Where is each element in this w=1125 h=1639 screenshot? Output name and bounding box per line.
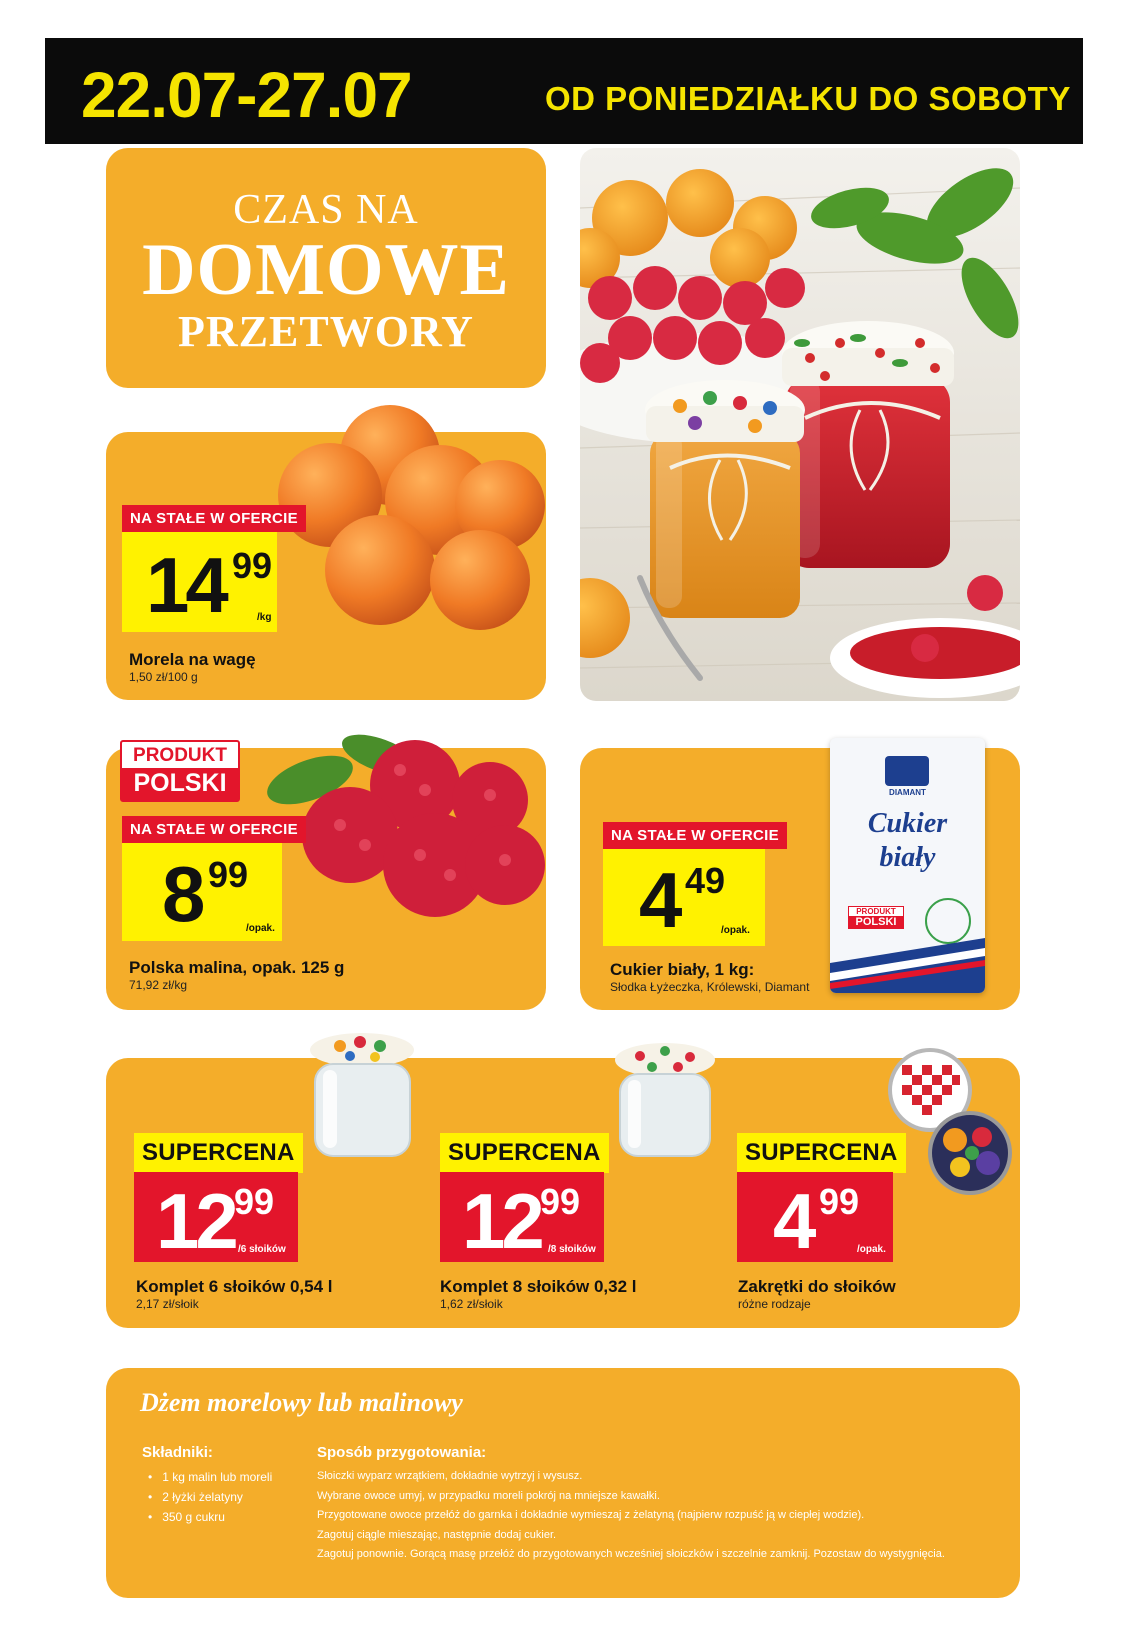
preparation-step: Przygotowane owoce przełóż do garnka i dokładnie wymieszaj z żelatyną (najpierw rozpuść ją w ciepłej wodzie).: [317, 1509, 865, 1521]
polish-product-badge: [120, 740, 240, 802]
product-brands: Słodka Łyżeczka, Królewski, Diamant: [610, 980, 810, 994]
hero-line-1: CZAS NA: [233, 187, 419, 233]
ingredients-list: [148, 1467, 272, 1527]
price-integer: 12: [156, 1177, 235, 1265]
sugar-bag-badge-top: PRODUKT: [856, 907, 896, 916]
jar-image: [610, 1040, 720, 1160]
product-name: Komplet 6 słoików 0,54 l: [136, 1277, 333, 1296]
price-unit: /8 słoików: [548, 1244, 596, 1255]
product-unit-price: 1,62 zł/słoik: [440, 1297, 503, 1311]
product-name: Morela na wagę: [129, 650, 256, 669]
price-integer: 14: [146, 541, 225, 629]
price-unit: /6 słoików: [238, 1244, 286, 1255]
offer-days: OD PONIEDZIAŁKU DO SOBOTY: [545, 80, 1071, 117]
sugar-bag-stripes: [830, 938, 985, 993]
preparation-step: Zagotuj ponownie. Gorącą masę przełóż do przygotowanych wcześniej słoiczków i szczelnie zamknij. Pozostaw do wystygnięcia.: [317, 1548, 945, 1560]
preparation-steps: [317, 1467, 945, 1565]
price-integer: 8: [162, 850, 202, 938]
sugar-bag-badge-bottom: POLSKI: [849, 916, 903, 928]
ingredient-item: • 1 kg malin lub moreli: [148, 1467, 272, 1487]
hero-line-2: DOMOWE: [142, 229, 510, 311]
ingredient-item: • 350 g cukru: [148, 1507, 272, 1527]
price-unit: /opak.: [857, 1244, 886, 1255]
ingredients-heading: Składniki:: [142, 1444, 213, 1461]
sugar-bag-brand: DIAMANT: [889, 788, 926, 797]
hero-panel: [106, 148, 546, 388]
product-description: różne rodzaje: [738, 1297, 811, 1311]
apricots-image: [270, 400, 550, 630]
price-unit: /kg: [257, 612, 272, 623]
price-box: [134, 1172, 298, 1265]
price-decimal: 99: [819, 1181, 860, 1222]
jam-jars-illustration: [580, 148, 1020, 701]
permanent-offer-tag: NA STAŁE W OFERCIE: [603, 822, 787, 849]
product-name: Zakrętki do słoików: [738, 1277, 896, 1296]
permanent-offer-tag: NA STAŁE W OFERCIE: [122, 505, 306, 532]
price-unit: /opak.: [246, 923, 275, 934]
price-integer: 4: [639, 856, 679, 944]
badge-top: PRODUKT: [133, 745, 227, 766]
sugar-bag-badge: [848, 906, 904, 929]
product-unit-price: 2,17 zł/słoik: [136, 1297, 199, 1311]
price-box: [122, 843, 282, 941]
price-box: [122, 532, 277, 632]
price-decimal: 99: [540, 1181, 581, 1222]
supercena-label: SUPERCENA: [737, 1133, 906, 1173]
price-decimal: 99: [232, 545, 273, 586]
jar-image: [305, 1030, 420, 1160]
product-name: Komplet 8 słoików 0,32 l: [440, 1277, 637, 1296]
price-integer: 4: [773, 1177, 813, 1265]
product-unit-price: 1,50 zł/100 g: [129, 670, 198, 684]
date-banner: [45, 38, 1083, 144]
preparation-step: Wybrane owoce umyj, w przypadku moreli pokrój na mniejsze kawałki.: [317, 1489, 660, 1502]
jam-jars-photo: [580, 148, 1020, 701]
price-unit: /opak.: [721, 925, 750, 936]
permanent-offer-tag: NA STAŁE W OFERCIE: [122, 816, 306, 843]
sugar-bag-image: [830, 738, 985, 993]
sugar-bag-title-1: Cukier: [867, 808, 948, 839]
price-integer: 12: [462, 1177, 541, 1265]
preparation-heading: Sposób przygotowania:: [317, 1444, 487, 1461]
price-decimal: 49: [685, 860, 726, 901]
price-box: [603, 849, 765, 946]
product-name: Cukier biały, 1 kg:: [610, 960, 755, 979]
supercena-label: SUPERCENA: [134, 1133, 303, 1173]
product-name: Polska malina, opak. 125 g: [129, 958, 345, 977]
hero-line-3: PRZETWORY: [178, 307, 474, 356]
offer-dates: 22.07-27.07: [81, 59, 412, 131]
sugar-bag-title-2: biały: [879, 842, 936, 873]
ingredient-item: • 2 łyżki żelatyny: [148, 1487, 272, 1507]
price-box: [440, 1172, 604, 1265]
price-decimal: 99: [208, 854, 249, 895]
recipe-title: Dżem morelowy lub malinowy: [140, 1388, 463, 1417]
product-unit-price: 71,92 zł/kg: [129, 978, 188, 992]
preparation-step: Zagotuj ciągle mieszając, następnie dodaj cukier.: [317, 1528, 557, 1541]
diamant-logo: [885, 756, 929, 786]
price-decimal: 99: [234, 1181, 275, 1222]
price-box: [737, 1172, 893, 1265]
preparation-step: Słoiczki wyparz wrzątkiem, dokładnie wytrzyj i wysusz.: [317, 1470, 583, 1482]
badge-bottom: POLSKI: [122, 768, 238, 800]
supercena-label: SUPERCENA: [440, 1133, 609, 1173]
